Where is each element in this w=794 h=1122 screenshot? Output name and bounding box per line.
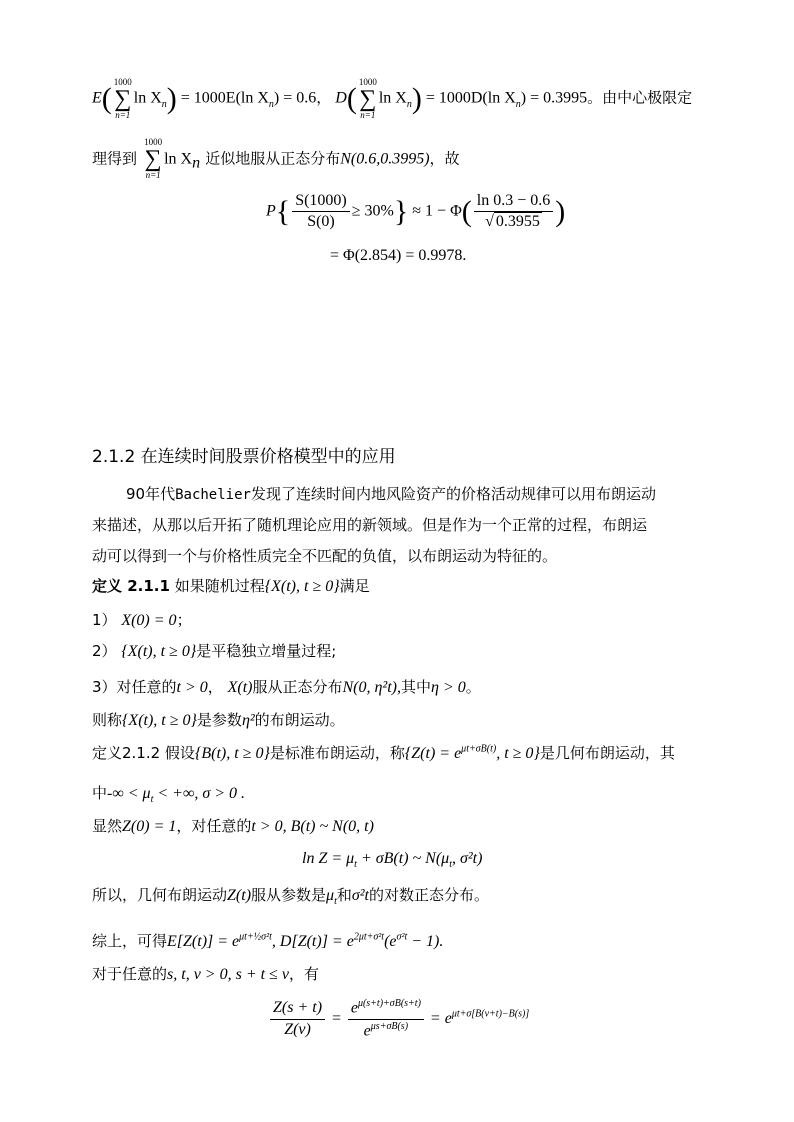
paragraph-line-2: 来描述，从那以后开拓了随机理论应用的新领域。但是作为一个正常的过程，布朗运 — [92, 516, 648, 534]
condition-2: 2） {X(t), t ≥ 0}是平稳独立增量过程; — [92, 642, 337, 660]
ratio-formula: $\frac{Z(s + t)}{Z(v)}$ = $\frac{e^{\mu(s+t)+\sigma B(s+t)}}{e^{\mu s+\sigma B(s)}}$ = $e^{\mu t+\sigma[B(v+t)-B(s)]}$ — [268, 998, 529, 1040]
paragraph-line-1: 90年代Bachelier发现了连续时间内地风险资产的价格活动规律可以用布朗运动 — [126, 485, 656, 503]
sum-symbol-2: 1000 ∑ n=1 — [358, 77, 377, 120]
forany-line: 对于任意的s, t, v > 0, s + t ≤ v，有 — [92, 965, 319, 983]
definition-2-1-2: 定义2.1.2 假设{B(t), t ≥ 0}是标准布朗运动，称{$Z(t) = e^{\mu t+\sigma B(t)}$, t ≥ 0}是几何布朗运动，其 — [92, 743, 675, 762]
summary-line: 综上，可得$E[Z(t)] = e^{\mu t+\frac{1}{2}\sigma^2t}$, $D[Z(t)] = e^{2\mu t+\sigma^2t}(e^{\sigma^2t} - 1)$. — [92, 931, 444, 950]
clt-line: 理得到 1000 ∑ n=1 $\ln X_n$ 近似地服从正态分布N(0.6,0.3995)，故 — [92, 137, 460, 180]
definition-2-1-1: 定义 2.1.1 如果随机过程{X(t), t ≥ 0}满足 — [92, 577, 370, 595]
expectation-line: E( 1000 ∑ n=1 $\ln X_n) = 1000E(\ln$ $X_n) = 0.6$， D( 1000 ∑ n=1 $\ln X_n) = 1000D(\ln$ $X_n) = 0.3995$。由中心极限定 — [92, 77, 693, 120]
brownian-definition: 则称{X(t), t ≥ 0}是参数η²的布朗运动。 — [92, 711, 345, 729]
paragraph-line-3: 动可以得到一个与价格性质完全不匹配的负值，以布朗运动为特征的。 — [92, 547, 558, 565]
lnz-formula: $\ln Z = \mu_t + \sigma B(t)$ ~ $N(\mu_t$, σ²t) — [302, 850, 483, 871]
probability-formula: P{ $\frac{S(1000)}{S(0)}$ ≥ 30%} ≈ 1 − Φ( $\frac{\ln 0.3 - 0.6}{√ 0.3955}$ ) — [266, 192, 566, 231]
sum-symbol: 1000 ∑ n=1 — [113, 77, 132, 120]
probability-result: = Φ(2.854) = 0.9978. — [330, 247, 467, 264]
lognormal-line: 所以，几何布朗运动Z(t)服从参数是$\mu_t$和σ²t的对数正态分布。 — [92, 886, 490, 908]
condition-1: 1） X(0) = 0； — [92, 611, 192, 629]
obvious-line: 显然Z(0) = 1，对任意的t > 0, B(t) ~ N(0, t) — [92, 817, 374, 835]
definition-2-1-2-cont: 中-∞ < $\mu_t$ < +∞, σ > 0 . — [92, 784, 246, 806]
section-heading: 2.1.2 在连续时间股票价格模型中的应用 — [92, 447, 396, 467]
sum-symbol-3: 1000 ∑ n=1 — [144, 137, 163, 180]
condition-3: 3）对任意的t > 0， X(t)服从正态分布N(0, η²t),其中η > 0。 — [92, 678, 481, 696]
